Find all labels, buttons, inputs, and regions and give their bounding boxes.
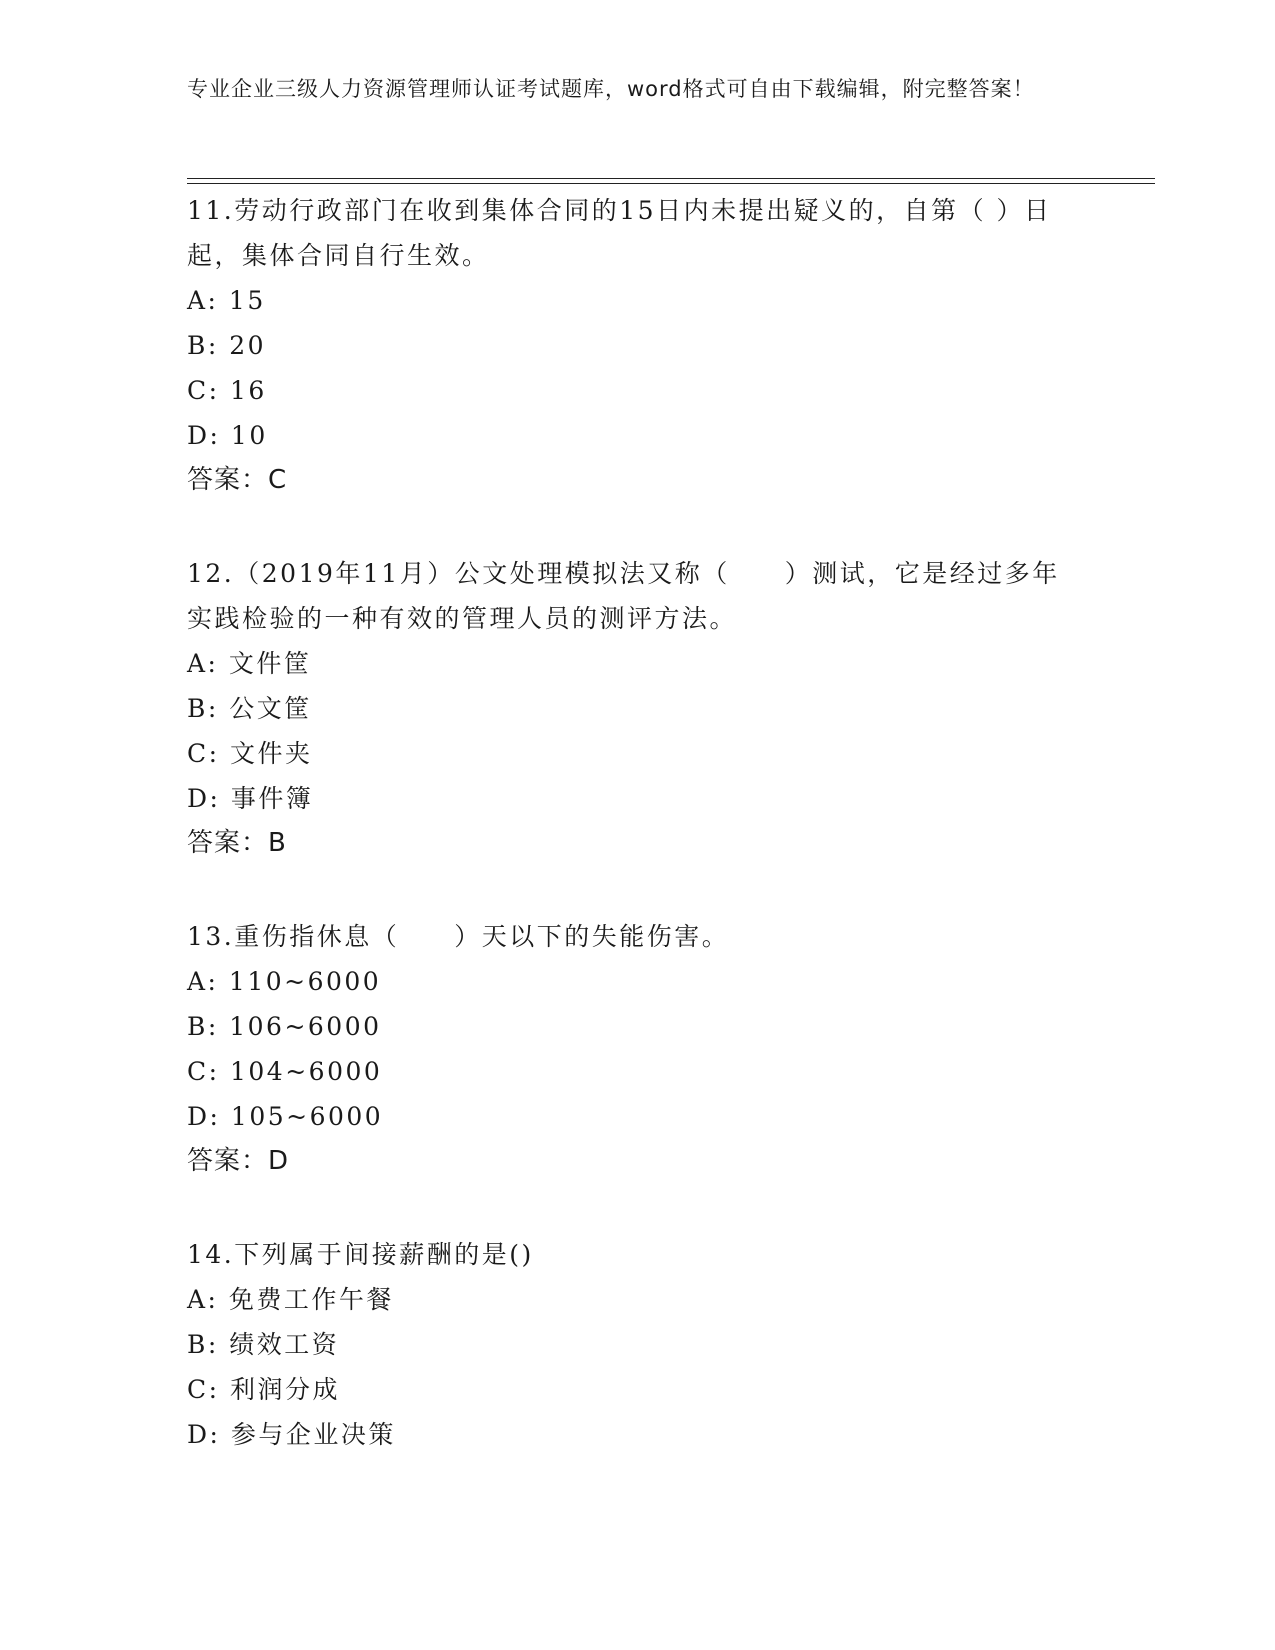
option-a: A: 15 <box>187 286 266 315</box>
option-d: D: 参与企业决策 <box>187 1420 396 1449</box>
option-a: A: 110~6000 <box>187 967 382 996</box>
header-rule-top <box>187 178 1155 179</box>
question-stem: 12.（2019年11月）公文处理模拟法又称（ ）测试，它是经过多年实践检验的一种有效的管理人员的测评方法。 <box>187 559 1060 633</box>
option-b: B: 106~6000 <box>187 1012 382 1041</box>
answer-line: 答案：B <box>187 828 287 858</box>
option-c: C: 16 <box>187 376 267 405</box>
answer-line: 答案：D <box>187 1146 290 1176</box>
option-c: C: 104~6000 <box>187 1057 383 1086</box>
question-13 <box>187 914 1087 1184</box>
option-b: B: 绩效工资 <box>187 1330 340 1359</box>
question-stem: 14.下列属于间接薪酬的是() <box>187 1240 534 1269</box>
question-14 <box>187 1232 1087 1457</box>
option-b: B: 公文筐 <box>187 694 312 723</box>
answer-line: 答案：C <box>187 465 288 495</box>
option-c: C: 利润分成 <box>187 1375 340 1404</box>
option-d: D: 10 <box>187 421 268 450</box>
question-11 <box>187 188 1087 503</box>
question-stem: 11.劳动行政部门在收到集体合同的15日内未提出疑义的，自第（ ）日起，集体合同自行生效。 <box>187 196 1052 270</box>
header-rule-bottom <box>187 183 1155 184</box>
option-b: B: 20 <box>187 331 267 360</box>
document-header: 专业企业三级人力资源管理师认证考试题库，word格式可自由下载编辑，附完整答案！ <box>187 77 1035 101</box>
option-d: D: 事件簿 <box>187 784 314 813</box>
option-a: A: 文件筐 <box>187 649 312 678</box>
option-d: D: 105~6000 <box>187 1102 384 1131</box>
question-12 <box>187 551 1087 866</box>
option-a: A: 免费工作午餐 <box>187 1285 394 1314</box>
question-stem: 13.重伤指休息（ ）天以下的失能伤害。 <box>187 922 730 951</box>
option-c: C: 文件夹 <box>187 739 313 768</box>
